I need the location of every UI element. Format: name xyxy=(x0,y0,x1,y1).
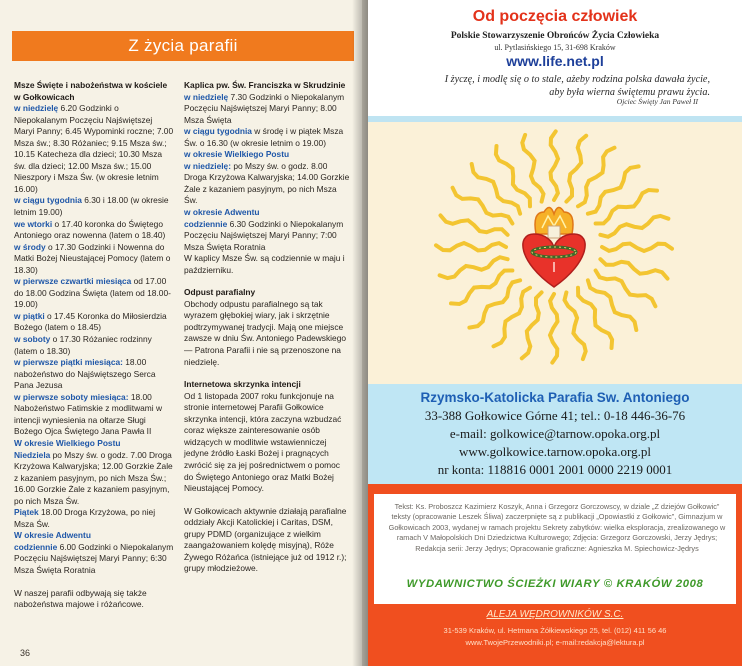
publisher-panel xyxy=(368,484,742,666)
publisher-line: WYDAWNICTWO ŚCIEŻKI WIARY © KRAKÓW 2008 xyxy=(406,578,704,590)
sun-ray xyxy=(494,288,531,347)
page-fold xyxy=(352,0,368,666)
aleja-address: 31-539 Kraków, ul. Hetmana Żółkiewskiego 25, tel. (012) 411 56 46 xyxy=(443,626,667,635)
chapel-advent-daily: codziennie 6.30 Godzinki o Niepokalanym Poczęciu Najświętszej Maryi Panny; 7:00 Msza Święta Roratnia xyxy=(184,218,344,252)
sacred-heart-illustration xyxy=(368,122,742,384)
intentions-text: Od 1 listopada 2007 roku funkcjonuje na stronie internetowej Parafii Gołkowice skrzynka intencji, która zaczyna wzbudzać coraz większe zainteresowanie osób widzących w modlitwie wstawienniczej jedyne źródło Łaski Bożej i pragnących zwrócić się za jej pośrednictwem o pomoc do Świętego Antoniego oraz Matki Bożej Nieustającej Pomocy. xyxy=(184,390,342,494)
aleja-name: ALEJA WĘDROWNIKÓW S.C. xyxy=(486,609,624,620)
sun-ray xyxy=(602,244,672,252)
indulgence-text: Obchody odpustu parafialnego są tak wyrazem głębokiej wiary, jak i skrzętnie podtrzymywanej tradycji. Mają one miejsce zawsze w dniu Św. Antoniego Padewskiego — Patrona Parafii i nie są przenoszone na niedzielę. xyxy=(184,298,347,367)
schedule-first-thursday: w pierwsze czwartki miesiąca od 17.00 do 18.00 Godzina Święta (latem od 18.00-19.00) xyxy=(14,276,171,310)
heading-intentions: Internetowa skrzynka intencji xyxy=(184,379,301,390)
parish-address: 33-388 Gołkowice Górne 41; tel.: 0-18 446-36-76 xyxy=(424,408,686,423)
schedule-sunday: w niedzielę 6.20 Godzinki o Niepokalanym Poczęciu Najświętszej Maryi Panny; 6.45 Wypominki roczne; 7.00 Msza św.; 8.30 Różaniec; 9.15 Msza św.; 10.15 Katecheza dla dzieci; 10.30 Msza św. dla dzieci; 12.00 Msza św.; 15.00 Nieszpory i Msza Św. (w okresie letnim 16.00) xyxy=(14,103,174,194)
sun-ray xyxy=(600,259,667,278)
quote-author: Ojciec Święty Jan Paweł II xyxy=(616,97,698,106)
aleja-website[interactable]: www.TwojePrzewodniki.pl; e-mail:redakcja@lektura.pl xyxy=(465,638,645,647)
parish-name: Rzymsko-Katolicka Parafia Sw. Antoniego xyxy=(420,390,690,405)
heading-indulgence: Odpust parafialny xyxy=(184,287,256,298)
schedule-saturday: w soboty o 17.30 Różaniec rodzinny (latem o 18.30) xyxy=(14,334,152,356)
column-left xyxy=(14,80,174,611)
schedule-tuesday: we wtorki o 17.40 koronka do Świętego Antoniego oraz nowenna (latem o 18.40) xyxy=(14,218,166,241)
sun-ray xyxy=(453,188,513,224)
sun-ray xyxy=(551,131,559,200)
pro-life-title: Od poczęcia człowiek xyxy=(472,8,638,25)
chapel-weekdays: w ciągu tygodnia w środę i w piątek Msza Św. o 16.30 (w okresie letnim o 19.00) xyxy=(184,126,344,148)
lent-friday: Piątek 18.00 Droga Krzyżowa, po niej Msza Św. xyxy=(14,507,156,529)
section-banner: Z życia parafii xyxy=(12,31,354,61)
chapel-may-october: W kaplicy Msze Św. są codziennie w maju i październiku. xyxy=(184,253,345,275)
heading-advent: W okresie Adwentu xyxy=(14,530,91,541)
sun-ray xyxy=(441,215,508,234)
heading-chapel: Kaplica pw. Św. Franciszka w Skrudzinie xyxy=(184,80,346,90)
column-right xyxy=(184,80,350,575)
lent-sunday: Niedziela po Mszy św. o godz. 7.00 Droga Krzyżowa Kalwaryjska; 12.00 Gorzkie Żale z kazaniem pasyjnym, po nich Msza Św.; 16.00 Gorzkie Żale z kazaniem pasyjnym, po nich Msza Św. xyxy=(14,449,173,506)
schedule-first-saturday: w pierwsze soboty miesiąca: 18.00 Nabożeństwo Fatimskie z modlitwami w intencji wyniesienia na ołtarze Sługi Bożego Ojca Świętego Jana Pawła II xyxy=(14,391,163,437)
advent-daily: codziennie 6.00 Godzinki o Niepokalanym Poczęciu Najświętszej Maryi Panny; 6:30 Msza Święta Roratnia xyxy=(14,541,174,575)
pro-life-url[interactable]: www.life.net.pl xyxy=(506,53,604,69)
may-october-note: W naszej parafii odbywają się także nabożeństwa majowe i różańcowe. xyxy=(14,587,147,610)
sun-ray xyxy=(550,294,558,363)
sacred-heart-icon xyxy=(523,207,585,287)
schedule-friday: w piątki o 17.45 Koronka do Miłosierdzia Bożego (latem o 18.45) xyxy=(14,310,167,333)
chapel-heading-lent: w okresie Wielkiego Postu xyxy=(184,149,290,160)
credits-box xyxy=(374,494,736,604)
heading-lent: W okresie Wielkiego Postu xyxy=(14,437,121,448)
left-page xyxy=(0,0,362,666)
parish-email[interactable]: e-mail: golkowice@tarnow.opoka.org.pl xyxy=(449,426,661,441)
sun-ray xyxy=(436,243,506,251)
pro-life-org: Polskie Stowarzyszenie Obrońców Życia Człowieka xyxy=(450,31,660,41)
credits-text: Tekst: Ks. Proboszcz Kazimierz Koszyk, Anna i Grzegorz Gorczowscy, w dziale „Z dziejów Gołkowic” teksty (opracowanie Leszek Śliwa) zaczerpnięte są z publikacji „Opowiastki z Gołkowic”, Gimnazjum w Gołkowicach 2003, wydanej w ramach projektu Sekrety zabytków: wielka eksploracja, zrealizowanego w ramach V Małopolskich Dni Dziedzictwa Kulturowego; Zdjęcia: Grzegorz Gorczowski, Jerzy Jędrys; Redakcja serii: Jerzy Jędrys; Opracowanie graficzne: Agnieszka M. Spiechowicz-Jędrys xyxy=(388,502,726,553)
pro-life-address: ul. Pytlasińskiego 15, 31-698 Kraków xyxy=(494,43,616,52)
chapel-sunday: w niedzielę 7.30 Godzinki o Niepokalanym Poczęciu Najświętszej Maryi Panny; 8.00 Msza Święta xyxy=(184,91,345,125)
chapel-lent-sunday: w niedzielę: po Mszy św. o godz. 8.00 Droga Krzyżowa Kalwaryjska; 14.00 Gorzkie Żale z kazaniem pasyjnym, po nich Msza Św. xyxy=(184,160,350,206)
sun-ray xyxy=(522,292,542,358)
parish-account: nr konta: 118816 0001 2001 0000 2219 0001 xyxy=(437,462,673,477)
schedule-weekdays: w ciągu tygodnia 6.30 i 18.00 (w okresie letnim 19.00) xyxy=(14,195,169,218)
sun-ray xyxy=(578,148,615,207)
pro-life-panel xyxy=(368,0,742,116)
schedule-wednesday: w środy o 17.30 Godzinki i Nowenna do Matki Bożej Nieustającej Pomocy (latem o 18.30) xyxy=(14,241,171,275)
chapel-heading-advent: w okresie Adwentu xyxy=(184,207,260,218)
pope-quote: I życzę, i modlę się o to stale, ażeby rodzina polska dawała życie, aby była wierna świętemu prawu życia. xyxy=(444,74,710,98)
parish-contact-panel xyxy=(368,384,742,484)
right-page xyxy=(368,0,742,666)
parish-website[interactable]: www.golkowice.tarnow.opoka.org.pl xyxy=(459,444,651,459)
sun-ray xyxy=(596,271,656,307)
sun-ray xyxy=(566,136,586,202)
schedule-first-friday: w pierwsze piątki miesiąca: 18.00 nabożeństwo do Najświętszego Serca Pana Jezusa xyxy=(14,357,156,391)
sun-rays-icon xyxy=(368,122,742,384)
page-number: 36 xyxy=(20,648,31,658)
parish-groups-text: W Gołkowicach aktywnie działają parafialne oddziały Akcji Katolickiej i Caritas, DSM, grupy PDMD (organizujące z wielkim zaangażowaniem kolędę misyjną), Róże Żywego Różańca (istniejące już od 1912 r.); grupy młodzieżowe. xyxy=(184,505,347,574)
heading-mass-schedule: Msze Święte i nabożeństwa w kościele w Gołkowicach xyxy=(14,80,168,102)
